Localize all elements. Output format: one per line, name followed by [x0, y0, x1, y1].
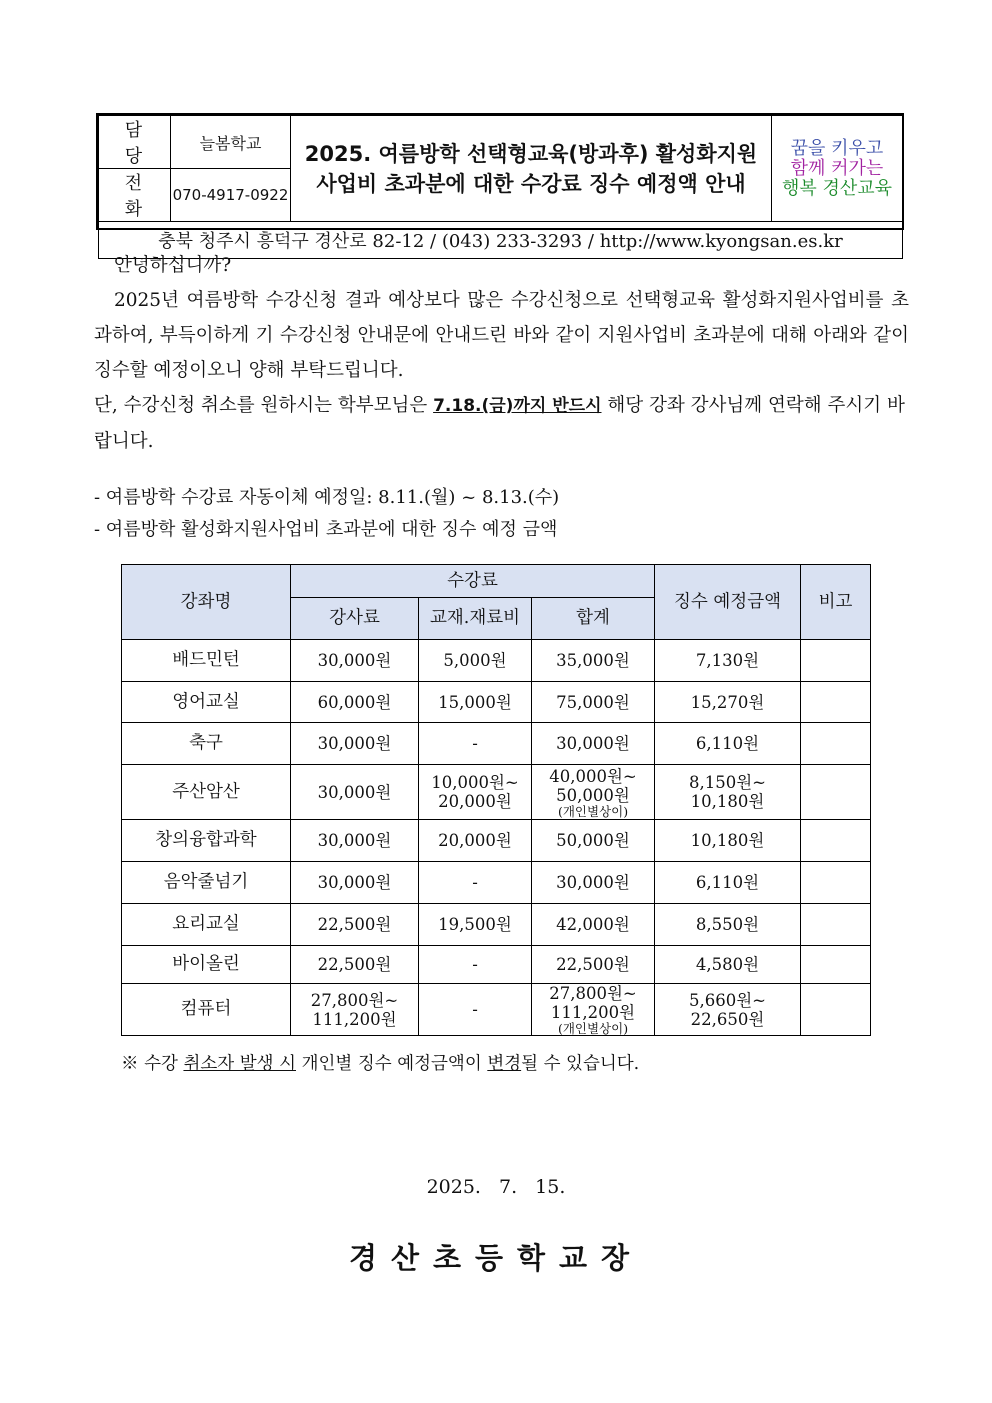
greeting: 안녕하십니까?	[114, 255, 232, 276]
document-title	[291, 116, 772, 222]
cell-remarks	[801, 984, 871, 1036]
cell-total	[532, 820, 655, 862]
slogan-line-1: 꿈을 키우고	[790, 137, 884, 159]
note-mid: 개인별 징수 예정금액이	[296, 1054, 488, 1074]
cell-expected-line: 4,580원	[695, 955, 760, 974]
cell-remarks	[801, 904, 871, 946]
cell-expected-line: 10,180원	[690, 792, 765, 811]
cell-course: 요리교실	[122, 904, 291, 946]
cell-materials: -	[419, 946, 532, 984]
bullet-list	[94, 482, 559, 546]
paragraph-1-text: 2025년 여름방학 수강신청 결과 예상보다 많은 수강신청으로 선택형교육 활성화지원사업비를 초과하여, 부득이하게 기 수강신청 안내문에 안내드린 바와 같이 지원사업비 초과분에 대해 아래와 같이 징수할 예정이오니 양해 부탁드립니다.	[94, 290, 909, 381]
paragraph-2-post: 해당 강좌 강사님께 연락해 주시기 바랍니다.	[94, 395, 905, 452]
note-pre: ※ 수강	[121, 1054, 184, 1074]
table-row	[122, 820, 871, 862]
header-materials: 교재.재료비	[419, 598, 532, 640]
header-instructor: 강사료	[291, 598, 419, 640]
cell-instructor: 22,500원	[291, 946, 419, 984]
cell-remarks	[801, 946, 871, 984]
paragraph-2-pre: 단, 수강신청 취소를 원하시는 학부모님은	[94, 395, 434, 416]
cell-expected-line: 10,180원	[690, 831, 765, 850]
fee-table-body	[122, 640, 871, 1036]
cell-expected-line: 6,110원	[695, 873, 760, 892]
cell-instructor: 30,000원	[291, 820, 419, 862]
cell-total-line: 111,200원	[550, 1003, 636, 1022]
title-line-2: 사업비 초과분에 대한 수강료 징수 예정액 안내	[316, 171, 746, 196]
cell-total	[532, 862, 655, 904]
cell-total-note: (개인별상이)	[557, 1021, 629, 1036]
cell-expected	[655, 765, 801, 820]
cell-instructor: 30,000원	[291, 765, 419, 820]
cell-remarks	[801, 862, 871, 904]
letter-body	[94, 248, 909, 459]
cell-expected	[655, 682, 801, 723]
cell-course: 주산암산	[122, 765, 291, 820]
cell-expected-line: 5,660원~	[689, 990, 767, 1010]
cell-instructor-line: 111,200원	[312, 1009, 397, 1029]
cell-total-line: 50,000원	[556, 831, 630, 850]
cell-materials: -	[419, 862, 532, 904]
slogan-line-2: 함께 커가는	[790, 157, 884, 179]
cell-expected-line: 6,110원	[695, 734, 760, 753]
issue-date: 2025. 7. 15.	[426, 1176, 566, 1198]
cell-instructor: 30,000원	[291, 640, 419, 682]
manager-label: 담 당	[99, 116, 171, 169]
cell-expected	[655, 984, 801, 1036]
paragraph-1	[94, 283, 909, 388]
cell-expected	[655, 723, 801, 765]
cell-course: 축구	[122, 723, 291, 765]
cell-remarks	[801, 640, 871, 682]
slogan-line-3: 행복 경산교육	[781, 177, 893, 199]
note-underline-2: 변경	[487, 1054, 522, 1074]
cell-total	[532, 682, 655, 723]
cell-materials: -	[419, 723, 532, 765]
cell-instructor: 22,500원	[291, 904, 419, 946]
cell-expected-line: 15,270원	[690, 692, 765, 712]
bullet-expected-amount: - 여름방학 활성화지원사업비 초과분에 대한 징수 예정 금액	[94, 519, 558, 540]
cell-instructor: 30,000원	[291, 723, 419, 765]
cell-course: 배드민턴	[122, 640, 291, 682]
cell-total	[532, 723, 655, 765]
cell-total	[532, 640, 655, 682]
cell-course: 영어교실	[122, 682, 291, 723]
bullet-transfer-date: - 여름방학 수강료 자동이체 예정일: 8.11.(월) ~ 8.13.(수)	[94, 487, 560, 508]
cell-expected-line: 8,550원	[695, 915, 760, 934]
fee-table	[121, 564, 871, 1036]
cell-materials: 5,000원	[419, 640, 532, 682]
cell-remarks	[801, 682, 871, 723]
header-total: 합계	[532, 598, 655, 640]
cell-total	[532, 946, 655, 984]
cell-instructor-line: 27,800원~	[310, 990, 399, 1010]
cell-expected	[655, 820, 801, 862]
header-box	[96, 113, 904, 252]
cell-total-line: 30,000원	[556, 873, 630, 892]
cell-total-line: 50,000원	[556, 785, 630, 805]
cell-expected	[655, 946, 801, 984]
cell-total-line: 42,000원	[556, 915, 630, 934]
cell-instructor: 30,000원	[291, 862, 419, 904]
cell-expected-line: 7,130원	[695, 651, 760, 670]
cancel-deadline: 7.18.(금)까지 반드시	[433, 396, 602, 416]
header-fee-group: 수강료	[291, 565, 655, 598]
cell-remarks	[801, 820, 871, 862]
signature: 경산초등학교장	[348, 1241, 644, 1275]
cell-expected	[655, 862, 801, 904]
header-course: 강좌명	[122, 565, 291, 640]
cell-total-line: 30,000원	[556, 734, 630, 753]
table-row	[122, 723, 871, 765]
header-expected: 징수 예정금액	[655, 565, 801, 640]
cell-materials: 19,500원	[419, 904, 532, 946]
cell-total-line: 75,000원	[556, 692, 630, 712]
title-line-1: 2025. 여름방학 선택형교육(방과후) 활성화지원	[304, 141, 758, 166]
table-row	[122, 682, 871, 723]
header-remarks: 비고	[801, 565, 871, 640]
cell-course: 창의융합과학	[122, 820, 291, 862]
note-post: 될 수 있습니다.	[521, 1054, 640, 1074]
table-row	[122, 640, 871, 682]
school-address: 충북 청주시 흥덕구 경산로 82-12 / (043) 233-3293 / http://www.kyongsan.es.kr	[99, 222, 903, 259]
cell-total	[532, 904, 655, 946]
cell-course: 음악줄넘기	[122, 862, 291, 904]
table-row	[122, 946, 871, 984]
cell-expected	[655, 640, 801, 682]
paragraph-2	[94, 388, 909, 459]
table-row	[122, 862, 871, 904]
cell-course: 컴퓨터	[122, 984, 291, 1036]
cell-total	[532, 765, 655, 820]
phone-label: 전 화	[99, 169, 171, 222]
cell-total-line: 27,800원~	[549, 984, 637, 1003]
table-row	[122, 984, 871, 1036]
cell-expected-line: 22,650원	[690, 1009, 765, 1029]
phone-value: 070-4917-0922	[171, 169, 291, 222]
cell-remarks	[801, 765, 871, 820]
cell-materials	[419, 765, 532, 820]
cell-total-line: 35,000원	[556, 651, 630, 670]
cell-total-note: (개인별상이)	[557, 803, 629, 819]
cell-total-line: 40,000원~	[549, 766, 637, 786]
change-notice	[121, 1050, 639, 1075]
cell-instructor	[291, 984, 419, 1036]
table-row	[122, 765, 871, 820]
cell-materials: 15,000원	[419, 682, 532, 723]
cell-total	[532, 984, 655, 1036]
cell-expected	[655, 904, 801, 946]
cell-materials: 20,000원	[419, 820, 532, 862]
cell-total-line: 22,500원	[556, 955, 630, 974]
note-underline-1: 취소자 발생 시	[183, 1054, 296, 1074]
cell-course: 바이올린	[122, 946, 291, 984]
cell-remarks	[801, 723, 871, 765]
cell-instructor: 60,000원	[291, 682, 419, 723]
cell-expected-line: 8,150원~	[689, 773, 767, 792]
slogan	[772, 116, 903, 222]
cell-materials-line: 10,000원~	[431, 773, 519, 792]
manager-value: 늘봄학교	[171, 116, 291, 169]
cell-materials: -	[419, 984, 532, 1036]
table-row	[122, 904, 871, 946]
cell-materials-line: 20,000원	[438, 792, 512, 811]
